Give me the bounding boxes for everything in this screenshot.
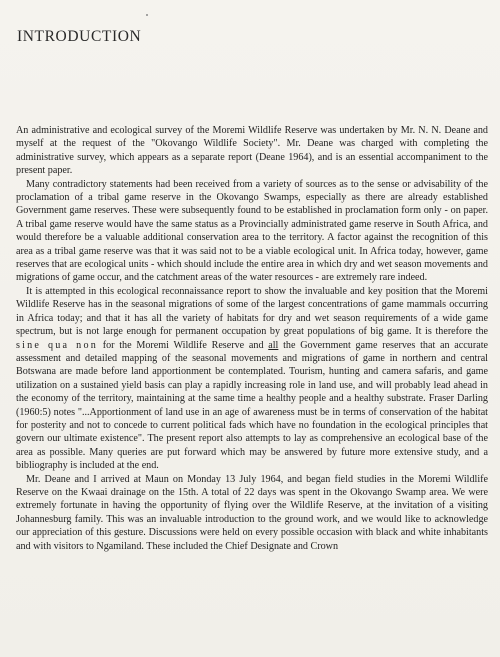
paragraph-3	[16, 285, 488, 473]
paragraph-3-part-2: for the Moremi Wildlife Reserve and	[97, 339, 269, 351]
page-heading: INTRODUCTION	[17, 28, 142, 45]
latin-phrase-sine-qua-non: sine qua non	[16, 339, 98, 351]
paragraph-3-part-1: It is attempted in this ecological reconnaissance report to show the invaluable and key position that the Moremi Wildlife Reserve has in the seasonal migrations of some of the largest concentrations of game mammals occurring in Africa today; and that it has all the variety of habitats for dry and wet season requirements of a wide game spectrum, but is not large enough for permanent occupation by great populations of big game. It is therefore the	[16, 285, 488, 338]
paragraph-1: An administrative and ecological survey of the Moremi Wildlife Reserve was undertaken by Mr. N. N. Deane and myself at the request of the "Okovango Wildlife Society". Mr. Deane was charged with completing the administrative survey, which appears as a separate report (Deane 1964), and is an essential accompaniment to the present paper.	[16, 125, 488, 177]
underlined-word-all: all	[268, 339, 279, 351]
body-text	[16, 124, 488, 553]
scan-speck	[146, 14, 148, 16]
paragraph-3-part-3: the Government game reserves that an accurate assessment and detailed mapping of the seasonal movements and migrations of game in northern and central Botswana are made before land apportionment be contemplated. Tourism, hunting and camera safaris, and game utilization on a sustained yield basis can play a rapidly increasing role in land use, and will probably lead ahead in the economy of the territory, maintaining at the same time a healthy people and a healthy substrate. Fraser Darling (1960:5) notes "...Apportionment of land use in an age of awareness must be in terms of conservation of the habitat for posterity and not to concede to current political fads which have no foundation in the ecological principles that govern our ultimate existence". The present report also attempts to lay as comprehensive an ecological base of the area as possible. Many queries are put forward which may be answered by future more extensive study, and a bibliography is included at the end.	[16, 339, 488, 472]
paragraph-4: Mr. Deane and I arrived at Maun on Monday 13 July 1964, and began field studies in the Moremi Wildlife Reserve on the Kwaai drainage on the 15th. A total of 22 days was spent in the Okovango Swamp area. We were extremely fortunate in having the opportunity of flying over the Wildlife Reserve, at the invitation of a visiting Johannesburg family. This was an invaluable introduction to the ground work, and we would like to acknowledge our appreciation of this gesture. Discussions were held on every possible occasion with black and white inhabitants and with visitors to Ngamiland. These included the Chief Designate and Crown	[16, 473, 488, 552]
paragraph-2: Many contradictory statements had been received from a variety of sources as to the sense or advisability of the proclamation of a tribal game reserve in the Okovango Swamps, especially as there are already established Government game reserves. These were subsequently found to be established in proclamation form only - on paper. A tribal game reserve would have the same status as a Provincially administrated game reserve in South Africa, and would therefore be a valuable additional conservation area to the territory. A factor against the recognition of this area as a tribal game reserve was that it was said not to be a viable ecological unit. In Africa today, however, game reserves that are ecological units - which should include the entire area in which dry and wet season movements and migrations of game occur, and the catchment areas of the water resources - are extremely rare indeed.	[16, 178, 488, 284]
